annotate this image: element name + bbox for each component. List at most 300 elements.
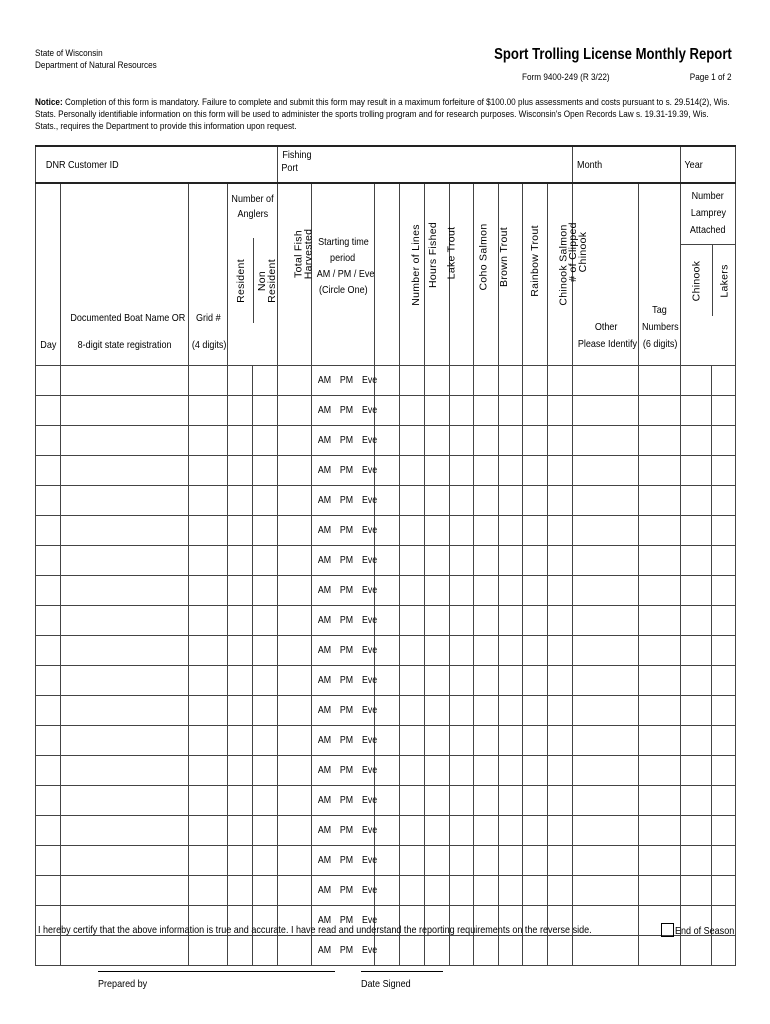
entry-cell[interactable] <box>548 516 573 546</box>
entry-cell[interactable] <box>523 726 548 756</box>
entry-cell[interactable] <box>474 426 499 456</box>
starting-period-cell[interactable] <box>312 606 378 636</box>
entry-cell[interactable] <box>400 606 425 636</box>
entry-cell[interactable] <box>61 456 189 486</box>
entry-cell[interactable] <box>36 516 61 546</box>
entry-cell[interactable] <box>573 576 639 606</box>
entry-cell[interactable] <box>681 546 712 576</box>
year-field[interactable]: Year <box>681 146 736 183</box>
entry-cell[interactable] <box>228 876 253 906</box>
entry-cell[interactable] <box>450 846 474 876</box>
entry-cell[interactable] <box>639 456 681 486</box>
entry-cell[interactable] <box>712 846 736 876</box>
period-option[interactable]: Eve <box>362 525 378 536</box>
entry-cell[interactable] <box>548 426 573 456</box>
entry-cell[interactable] <box>36 876 61 906</box>
entry-cell[interactable] <box>548 666 573 696</box>
starting-period-cell[interactable] <box>312 666 378 696</box>
entry-cell[interactable] <box>253 366 278 396</box>
entry-cell[interactable] <box>639 516 681 546</box>
entry-cell[interactable] <box>228 486 253 516</box>
entry-cell[interactable] <box>253 486 278 516</box>
entry-cell[interactable] <box>228 636 253 666</box>
entry-cell[interactable] <box>573 876 639 906</box>
entry-cell[interactable] <box>523 516 548 546</box>
entry-cell[interactable] <box>228 396 253 426</box>
entry-cell[interactable] <box>425 366 450 396</box>
entry-cell[interactable] <box>253 546 278 576</box>
entry-cell[interactable] <box>681 456 712 486</box>
entry-cell[interactable] <box>61 846 189 876</box>
entry-cell[interactable] <box>36 936 61 966</box>
starting-period-cell[interactable] <box>312 816 378 846</box>
entry-cell[interactable] <box>253 666 278 696</box>
entry-cell[interactable] <box>639 636 681 666</box>
period-option[interactable]: PM <box>339 405 354 416</box>
entry-cell[interactable] <box>573 756 639 786</box>
entry-cell[interactable] <box>425 696 450 726</box>
entry-cell[interactable] <box>548 396 573 426</box>
entry-cell[interactable] <box>573 516 639 546</box>
starting-period-cell[interactable] <box>312 426 378 456</box>
entry-cell[interactable] <box>36 636 61 666</box>
entry-cell[interactable] <box>278 666 312 696</box>
entry-cell[interactable] <box>189 576 228 606</box>
period-option[interactable]: PM <box>339 465 354 476</box>
entry-cell[interactable] <box>61 636 189 666</box>
period-option[interactable]: AM <box>317 465 332 476</box>
entry-cell[interactable] <box>681 816 712 846</box>
period-option[interactable]: PM <box>339 495 354 506</box>
entry-cell[interactable] <box>548 456 573 486</box>
entry-cell[interactable] <box>639 606 681 636</box>
period-option[interactable]: Eve <box>362 645 378 656</box>
period-option[interactable]: Eve <box>362 945 378 956</box>
entry-cell[interactable] <box>61 426 189 456</box>
entry-cell[interactable] <box>474 936 499 966</box>
entry-cell[interactable] <box>450 606 474 636</box>
entry-cell[interactable] <box>61 366 189 396</box>
entry-cell[interactable] <box>712 756 736 786</box>
entry-cell[interactable] <box>61 786 189 816</box>
entry-cell[interactable] <box>228 936 253 966</box>
period-option[interactable]: AM <box>317 705 332 716</box>
entry-cell[interactable] <box>189 816 228 846</box>
date-signed-line[interactable] <box>361 971 443 972</box>
entry-cell[interactable] <box>278 426 312 456</box>
entry-cell[interactable] <box>712 546 736 576</box>
entry-cell[interactable] <box>253 426 278 456</box>
entry-cell[interactable] <box>253 636 278 666</box>
end-of-season-checkbox[interactable] <box>661 923 674 937</box>
entry-cell[interactable] <box>681 486 712 516</box>
entry-cell[interactable] <box>474 786 499 816</box>
period-option[interactable]: Eve <box>362 375 378 386</box>
entry-cell[interactable] <box>523 846 548 876</box>
period-option[interactable]: PM <box>339 585 354 596</box>
entry-cell[interactable] <box>450 696 474 726</box>
entry-cell[interactable] <box>278 936 312 966</box>
entry-cell[interactable] <box>548 486 573 516</box>
starting-period-cell[interactable] <box>312 636 378 666</box>
entry-cell[interactable] <box>400 366 425 396</box>
entry-cell[interactable] <box>523 366 548 396</box>
starting-period-cell[interactable] <box>312 516 378 546</box>
starting-period-cell[interactable] <box>312 366 378 396</box>
entry-cell[interactable] <box>189 636 228 666</box>
entry-cell[interactable] <box>548 606 573 636</box>
entry-cell[interactable] <box>450 786 474 816</box>
entry-cell[interactable] <box>228 426 253 456</box>
entry-cell[interactable] <box>548 756 573 786</box>
entry-cell[interactable] <box>425 396 450 426</box>
entry-cell[interactable] <box>400 636 425 666</box>
entry-cell[interactable] <box>278 456 312 486</box>
entry-cell[interactable] <box>499 816 523 846</box>
period-option[interactable]: AM <box>317 765 332 776</box>
entry-cell[interactable] <box>639 846 681 876</box>
entry-cell[interactable] <box>278 486 312 516</box>
entry-cell[interactable] <box>499 666 523 696</box>
entry-cell[interactable] <box>499 456 523 486</box>
entry-cell[interactable] <box>639 696 681 726</box>
entry-cell[interactable] <box>228 666 253 696</box>
entry-cell[interactable] <box>450 456 474 486</box>
entry-cell[interactable] <box>450 486 474 516</box>
entry-cell[interactable] <box>253 606 278 636</box>
entry-cell[interactable] <box>61 876 189 906</box>
entry-cell[interactable] <box>499 486 523 516</box>
period-option[interactable]: Eve <box>362 405 378 416</box>
entry-cell[interactable] <box>474 666 499 696</box>
entry-cell[interactable] <box>36 576 61 606</box>
entry-cell[interactable] <box>681 426 712 456</box>
entry-cell[interactable] <box>278 366 312 396</box>
period-option[interactable]: Eve <box>362 855 378 866</box>
entry-cell[interactable] <box>523 486 548 516</box>
entry-cell[interactable] <box>425 516 450 546</box>
entry-cell[interactable] <box>499 516 523 546</box>
entry-cell[interactable] <box>548 876 573 906</box>
entry-cell[interactable] <box>61 396 189 426</box>
entry-cell[interactable] <box>573 546 639 576</box>
entry-cell[interactable] <box>425 486 450 516</box>
entry-cell[interactable] <box>499 576 523 606</box>
entry-cell[interactable] <box>36 396 61 426</box>
entry-cell[interactable] <box>573 816 639 846</box>
period-option[interactable]: Eve <box>362 825 378 836</box>
entry-cell[interactable] <box>573 696 639 726</box>
entry-cell[interactable] <box>278 516 312 546</box>
entry-cell[interactable] <box>228 606 253 636</box>
entry-cell[interactable] <box>681 756 712 786</box>
entry-cell[interactable] <box>499 756 523 786</box>
entry-cell[interactable] <box>499 726 523 756</box>
entry-cell[interactable] <box>573 786 639 816</box>
entry-cell[interactable] <box>474 516 499 546</box>
entry-cell[interactable] <box>523 396 548 426</box>
period-option[interactable]: PM <box>339 825 354 836</box>
entry-cell[interactable] <box>639 546 681 576</box>
period-option[interactable]: Eve <box>362 885 378 896</box>
entry-cell[interactable] <box>228 786 253 816</box>
entry-cell[interactable] <box>189 876 228 906</box>
period-option[interactable]: AM <box>317 555 332 566</box>
entry-cell[interactable] <box>450 396 474 426</box>
entry-cell[interactable] <box>639 396 681 426</box>
entry-cell[interactable] <box>712 816 736 846</box>
entry-cell[interactable] <box>712 636 736 666</box>
entry-cell[interactable] <box>278 576 312 606</box>
entry-cell[interactable] <box>712 456 736 486</box>
entry-cell[interactable] <box>712 936 736 966</box>
entry-cell[interactable] <box>474 576 499 606</box>
entry-cell[interactable] <box>400 816 425 846</box>
entry-cell[interactable] <box>474 396 499 426</box>
entry-cell[interactable] <box>425 756 450 786</box>
period-option[interactable]: AM <box>317 375 332 386</box>
entry-cell[interactable] <box>278 876 312 906</box>
entry-cell[interactable] <box>189 696 228 726</box>
period-option[interactable]: PM <box>339 435 354 446</box>
entry-cell[interactable] <box>681 696 712 726</box>
entry-cell[interactable] <box>499 936 523 966</box>
entry-cell[interactable] <box>61 666 189 696</box>
period-option[interactable]: Eve <box>362 555 378 566</box>
entry-cell[interactable] <box>400 486 425 516</box>
period-option[interactable]: PM <box>339 555 354 566</box>
month-field[interactable]: Month <box>573 146 681 183</box>
period-option[interactable]: PM <box>339 915 354 926</box>
entry-cell[interactable] <box>474 456 499 486</box>
entry-cell[interactable] <box>681 396 712 426</box>
entry-cell[interactable] <box>474 846 499 876</box>
entry-cell[interactable] <box>639 366 681 396</box>
entry-cell[interactable] <box>425 456 450 486</box>
entry-cell[interactable] <box>425 936 450 966</box>
entry-cell[interactable] <box>712 576 736 606</box>
period-option[interactable]: PM <box>339 675 354 686</box>
entry-cell[interactable] <box>573 486 639 516</box>
period-option[interactable]: AM <box>317 855 332 866</box>
entry-cell[interactable] <box>228 546 253 576</box>
entry-cell[interactable] <box>450 936 474 966</box>
entry-cell[interactable] <box>425 426 450 456</box>
period-option[interactable]: PM <box>339 615 354 626</box>
entry-cell[interactable] <box>681 576 712 606</box>
entry-cell[interactable] <box>681 516 712 546</box>
entry-cell[interactable] <box>681 636 712 666</box>
entry-cell[interactable] <box>400 726 425 756</box>
entry-cell[interactable] <box>639 576 681 606</box>
entry-cell[interactable] <box>712 366 736 396</box>
entry-cell[interactable] <box>425 576 450 606</box>
starting-period-cell[interactable] <box>312 696 378 726</box>
starting-period-cell[interactable] <box>312 936 378 966</box>
entry-cell[interactable] <box>400 876 425 906</box>
period-option[interactable]: Eve <box>362 735 378 746</box>
entry-cell[interactable] <box>450 516 474 546</box>
entry-cell[interactable] <box>36 366 61 396</box>
entry-cell[interactable] <box>36 666 61 696</box>
entry-cell[interactable] <box>278 696 312 726</box>
period-option[interactable]: Eve <box>362 585 378 596</box>
entry-cell[interactable] <box>228 576 253 606</box>
entry-cell[interactable] <box>712 396 736 426</box>
entry-cell[interactable] <box>548 816 573 846</box>
period-option[interactable]: AM <box>317 585 332 596</box>
entry-cell[interactable] <box>450 726 474 756</box>
entry-cell[interactable] <box>61 606 189 636</box>
starting-period-cell[interactable] <box>312 846 378 876</box>
entry-cell[interactable] <box>681 366 712 396</box>
entry-cell[interactable] <box>278 726 312 756</box>
entry-cell[interactable] <box>425 846 450 876</box>
entry-cell[interactable] <box>253 846 278 876</box>
period-option[interactable]: AM <box>317 615 332 626</box>
entry-cell[interactable] <box>36 846 61 876</box>
period-option[interactable]: PM <box>339 855 354 866</box>
entry-cell[interactable] <box>36 486 61 516</box>
period-option[interactable]: PM <box>339 735 354 746</box>
entry-cell[interactable] <box>189 396 228 426</box>
entry-cell[interactable] <box>228 366 253 396</box>
entry-cell[interactable] <box>474 876 499 906</box>
period-option[interactable]: AM <box>317 795 332 806</box>
entry-cell[interactable] <box>712 876 736 906</box>
entry-cell[interactable] <box>523 786 548 816</box>
entry-cell[interactable] <box>425 606 450 636</box>
entry-cell[interactable] <box>499 786 523 816</box>
entry-cell[interactable] <box>61 546 189 576</box>
period-option[interactable]: Eve <box>362 705 378 716</box>
entry-cell[interactable] <box>573 636 639 666</box>
entry-cell[interactable] <box>523 456 548 486</box>
entry-cell[interactable] <box>548 366 573 396</box>
entry-cell[interactable] <box>228 756 253 786</box>
entry-cell[interactable] <box>253 756 278 786</box>
starting-period-cell[interactable] <box>312 546 378 576</box>
entry-cell[interactable] <box>61 696 189 726</box>
entry-cell[interactable] <box>573 846 639 876</box>
entry-cell[interactable] <box>573 666 639 696</box>
starting-period-cell[interactable] <box>312 456 378 486</box>
entry-cell[interactable] <box>523 876 548 906</box>
entry-cell[interactable] <box>400 546 425 576</box>
period-option[interactable]: PM <box>339 885 354 896</box>
entry-cell[interactable] <box>450 426 474 456</box>
starting-period-cell[interactable] <box>312 786 378 816</box>
entry-cell[interactable] <box>474 726 499 756</box>
entry-cell[interactable] <box>189 516 228 546</box>
period-option[interactable]: AM <box>317 525 332 536</box>
entry-cell[interactable] <box>499 636 523 666</box>
entry-cell[interactable] <box>523 696 548 726</box>
entry-cell[interactable] <box>228 846 253 876</box>
entry-cell[interactable] <box>474 606 499 636</box>
entry-cell[interactable] <box>425 816 450 846</box>
entry-cell[interactable] <box>639 486 681 516</box>
period-option[interactable]: Eve <box>362 915 378 926</box>
period-option[interactable]: AM <box>317 825 332 836</box>
entry-cell[interactable] <box>36 726 61 756</box>
entry-cell[interactable] <box>548 636 573 666</box>
entry-cell[interactable] <box>499 426 523 456</box>
entry-cell[interactable] <box>61 576 189 606</box>
entry-cell[interactable] <box>228 516 253 546</box>
entry-cell[interactable] <box>228 726 253 756</box>
period-option[interactable]: Eve <box>362 495 378 506</box>
entry-cell[interactable] <box>712 786 736 816</box>
entry-cell[interactable] <box>639 936 681 966</box>
entry-cell[interactable] <box>400 786 425 816</box>
entry-cell[interactable] <box>573 456 639 486</box>
entry-cell[interactable] <box>499 546 523 576</box>
entry-cell[interactable] <box>639 786 681 816</box>
entry-cell[interactable] <box>712 486 736 516</box>
entry-cell[interactable] <box>400 756 425 786</box>
entry-cell[interactable] <box>425 546 450 576</box>
period-option[interactable]: PM <box>339 705 354 716</box>
entry-cell[interactable] <box>474 816 499 846</box>
entry-cell[interactable] <box>253 456 278 486</box>
entry-cell[interactable] <box>425 726 450 756</box>
entry-cell[interactable] <box>253 936 278 966</box>
entry-cell[interactable] <box>228 816 253 846</box>
entry-cell[interactable] <box>450 576 474 606</box>
entry-cell[interactable] <box>400 516 425 546</box>
entry-cell[interactable] <box>189 786 228 816</box>
entry-cell[interactable] <box>425 876 450 906</box>
fishing-port-field[interactable] <box>278 146 573 183</box>
entry-cell[interactable] <box>278 396 312 426</box>
entry-cell[interactable] <box>712 726 736 756</box>
entry-cell[interactable] <box>189 756 228 786</box>
entry-cell[interactable] <box>681 846 712 876</box>
entry-cell[interactable] <box>189 936 228 966</box>
period-option[interactable]: AM <box>317 495 332 506</box>
entry-cell[interactable] <box>474 696 499 726</box>
entry-cell[interactable] <box>450 636 474 666</box>
entry-cell[interactable] <box>36 606 61 636</box>
period-option[interactable]: Eve <box>362 765 378 776</box>
entry-cell[interactable] <box>639 876 681 906</box>
entry-cell[interactable] <box>400 396 425 426</box>
entry-cell[interactable] <box>523 546 548 576</box>
entry-cell[interactable] <box>278 846 312 876</box>
entry-cell[interactable] <box>278 816 312 846</box>
entry-cell[interactable] <box>253 516 278 546</box>
starting-period-cell[interactable] <box>312 756 378 786</box>
entry-cell[interactable] <box>36 546 61 576</box>
entry-cell[interactable] <box>189 846 228 876</box>
entry-cell[interactable] <box>253 726 278 756</box>
entry-cell[interactable] <box>400 936 425 966</box>
entry-cell[interactable] <box>573 396 639 426</box>
period-option[interactable]: PM <box>339 945 354 956</box>
entry-cell[interactable] <box>712 606 736 636</box>
entry-cell[interactable] <box>639 426 681 456</box>
period-option[interactable]: AM <box>317 945 332 956</box>
entry-cell[interactable] <box>499 876 523 906</box>
entry-cell[interactable] <box>499 366 523 396</box>
entry-cell[interactable] <box>450 756 474 786</box>
entry-cell[interactable] <box>253 816 278 846</box>
entry-cell[interactable] <box>573 726 639 756</box>
starting-period-cell[interactable] <box>312 486 378 516</box>
entry-cell[interactable] <box>253 786 278 816</box>
period-option[interactable]: AM <box>317 735 332 746</box>
